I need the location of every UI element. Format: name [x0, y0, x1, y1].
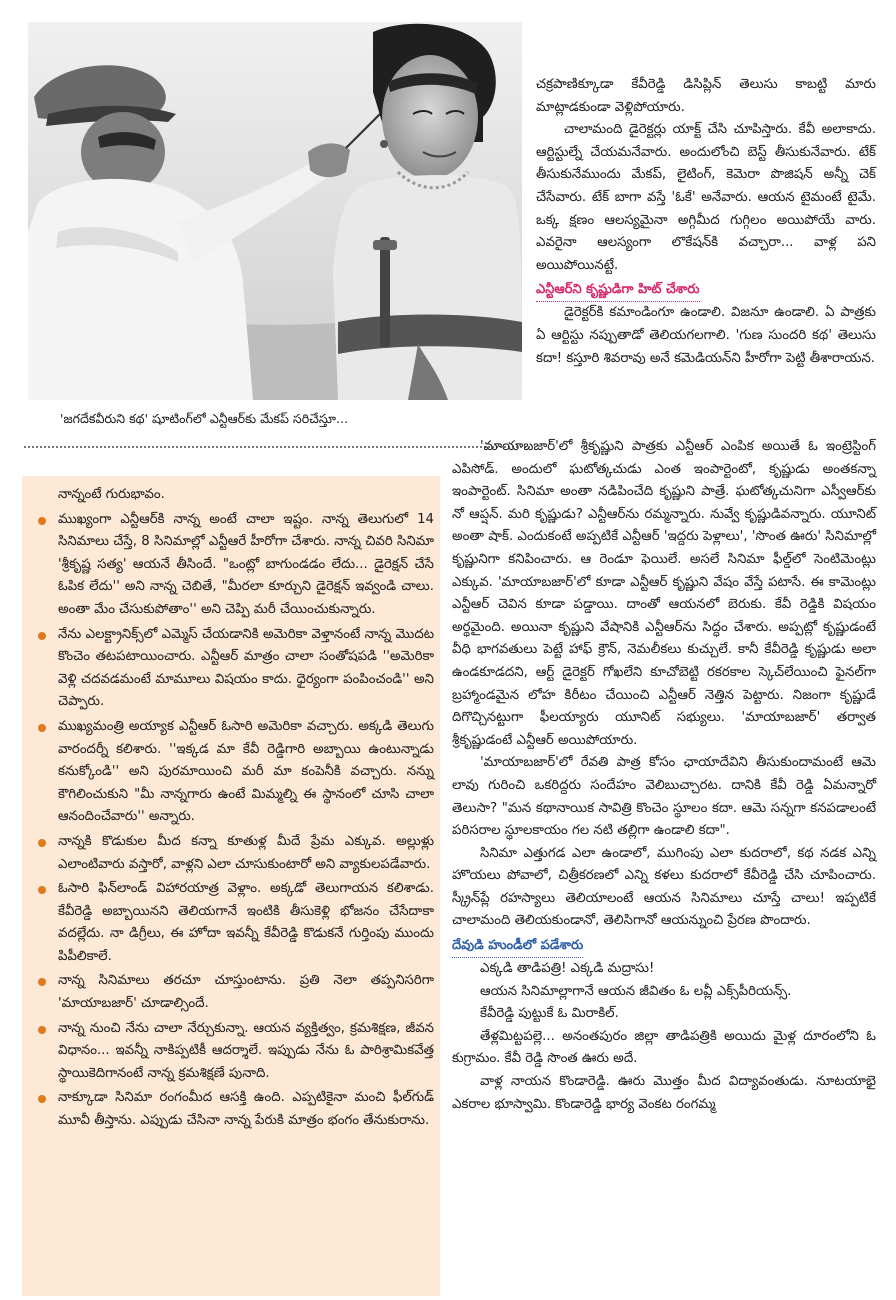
- section-heading: దేవుడి హుండీలో పడేశారు: [452, 935, 876, 958]
- photo-caption: 'జగదేకవీరుని కథ' షూటింగ్‌లో ఎన్టీఆర్‌కు మేకప్ సరిచేస్తూ...: [60, 411, 349, 426]
- sidebar-bullet: నేను ఎలక్ట్రానిక్స్‌లో ఎమ్మెస్ చేయడానికి అమెరికా వెళ్తానంటే నాన్న మొదట కొంచెం తటపటాయించారు. ఎన్టీఆర్ మాత్రం చాలా సంతోషపడి ''అమెరికా వెళ్లి చదవడమంటే మామూలు విషయం కాదు. ధైర్యంగా పంపించండి'' అని చెప్పారు.: [32, 624, 434, 714]
- bullet-icon: [38, 886, 46, 894]
- bullet-icon: [38, 1095, 46, 1103]
- section-heading: ఎన్టీఆర్‌ని కృష్ణుడిగా హిట్ చేశారు: [536, 279, 876, 302]
- sidebar-box: [22, 476, 440, 1296]
- sidebar-lead: నాన్నంటే గురుభావం.: [58, 487, 165, 502]
- paragraph: 'మాయాబజార్'లో శ్రీకృష్ణుని పాత్రకు ఎన్టీఆర్ ఎంపిక అయితే ఓ ఇంట్రెస్టింగ్ ఎపిసోడ్. అందులో ఘటోత్కచుడు ఎంత ఇంపార్టెంటో, కృష్ణుడు అంతకన్నా ఇంపార్టెంట్. సినిమా అంతా నడిపించేది కృష్ణుని పాత్రే. ఘటోత్కచునిగా ఎస్వీఆర్‌కు నో ఆప్షన్. మరి కృష్ణుడు? ఎన్టీఆర్‌ను రమ్మన్నారు. నువ్వే కృష్ణుడివన్నారు. యూనిట్ అంతా షాక్. ఎందుకంటే అప్పటికే ఎన్టీఆర్ 'ఇద్దరు పెళ్లాలు', 'సొంత ఊరు' సినిమాల్లో కృష్ణునిగా కనిపించారు. ఆ రెండూ ఫెయిలే. అసలే సినిమా ఫీల్డ్‌లో సెంటిమెంట్లు ఎక్కువ. 'మాయాబజార్'లో కూడా ఎన్టీఆర్ కృష్ణుని వేషం వేస్తే పటాసే. ఈ కామెంట్లు ఎన్టీఆర్ చెవిన కూడా పడ్డాయి. దాంతో ఆయనలో బెరుకు. కేవీ రెడ్డికి విషయం అర్థమైంది. అయినా కృష్ణుని వేషానికి ఎన్టీఆర్‌ను సిద్ధం చేశారు. అప్పట్లో కృష్ణుడంటే వీధి భాగవతులు పెట్టే హాఫ్ క్రౌన్, నెమలీకలు కుచ్చులే. కానీ కేవీరెడ్డి కృష్ణుడు అలా ఉండకూడదని, ఆర్ట్ డైరెక్టర్ గోఖలేని కూచోబెట్టి రకరకాల స్కెచ్‌లేయించి ఫైనల్‌గా బ్రహ్మాండమైన లోహ కిరీటం చేయించి ఎన్టీఆర్ నెత్తిన పెట్టారు. నిజంగా కృష్ణుడే దిగొచ్చినట్టుగా ఫీలయ్యారు యూనిట్ సభ్యులు. 'మాయాబజార్' తర్వాత శ్రీకృష్ణుడంటే ఎన్టీఆర్ అయిపోయారు.: [452, 439, 876, 748]
- paragraph: సినిమా ఎత్తుగడ ఎలా ఉండాలో, ముగింపు ఎలా కుదరాలో, కథ నడక ఎన్ని హొయలు పోవాలో, చిత్రీకరణలో ఎన్ని కళలు కుదరాలో కేవీరెడ్డి చేసి చూపించారు. స్క్రీన్‌ప్లే రహస్యాలు తెలియాలంటే ఆయన సినిమాలు చూస్తే చాలు! ఇప్పటికే చాలామంది తెలియకుండానో, తెలిసిగానో ఆయన్నుంచి ప్రేరణ పొందారు.: [452, 845, 876, 929]
- right-column-top: [536, 74, 876, 370]
- sidebar-bullet: ముఖ్యంగా ఎన్టీఆర్‌కి నాన్న అంటే చాలా ఇష్టం. నాన్న తెలుగులో 14 సినిమాలు చేస్తే, 8 సినిమాల్లో ఎన్టీఆరే హీరోగా చేశారు. నాన్న చివరి సినిమా 'శ్రీకృష్ణ సత్య' ఆయనే తీసిందే. "ఒంట్లో బాగుండడం లేదు... డైరెక్షన్ చేసే ఓపిక లేదు'' అని నాన్న చెబితే, "మీరలా కూర్చుని డైరెక్షన్ ఇవ్వండి చాలు. అంతా మేం చేసుకుపోతాం'' అని చెప్పి మరీ చేయించుకున్నారు.: [32, 509, 434, 622]
- paragraph: 'మాయాబజార్'లో రేవతి పాత్ర కోసం ఛాయాదేవిని తీసుకుందామంటే ఆమె లావు గురించి ఒకరిద్దరు సందేహం వెలిబుచ్చారట. దానికి కేవీ రెడ్డి ఏమన్నారో తెలుసా? "మన కథానాయిక సావిత్రి కొంచెం స్థూలం కదా. ఆమె సన్నగా కనపడాలంటే పరిసరాల స్థూలకాయం గల నటి తల్లిగా ఉండాలి కదా".: [452, 755, 876, 839]
- sidebar-bullet: నాక్కూడా సినిమా రంగంమీద ఆసక్తి ఉంది. ఎప్పటికైనా మంచి ఫీల్‌గుడ్ మూవీ తీస్తాను. ఎప్పుడు చేసినా నాన్న పేరుకి మాత్రం భంగం తేనుకురాను.: [32, 1087, 434, 1132]
- paragraph: చక్రపాణిక్కూడా కేవీరెడ్డి డిసిప్లిన్ తెలుసు కాబట్టి మారు మాట్లాడకుండా వెళ్లిపోయారు.: [536, 77, 876, 115]
- bullet-icon: [38, 978, 46, 986]
- bullet-icon: [38, 1026, 46, 1034]
- paragraph: కేవీరెడ్డి పుట్టుకే ఓ మిరాకిల్.: [480, 1006, 619, 1022]
- film-still-photo: [28, 22, 522, 400]
- sidebar-bullet: నాన్నకి కొడుకుల మీద కన్నా కూతుళ్ల మీదే ప్రేమ ఎక్కువ. అల్లుళ్లు ఎలాంటివారు వస్తారో, వాళ్లని ఎలా చూసుకుంటారో అని వ్యాకులపడేవారు.: [32, 831, 434, 876]
- bullet-icon: [38, 724, 46, 732]
- bullet-icon: [38, 632, 46, 640]
- paragraph: చాలామంది డైరెక్టర్లు యాక్ట్ చేసి చూపిస్తారు. కేవీ అలాకాదు. ఆర్టిస్టుల్నే చేయమనేవారు. అందులోంచి బెస్ట్ తీసుకునేవారు. టేక్ తీసుకునేముందు మేకప్, లైటింగ్, కెమెరా పొజిషన్ అన్నీ చెక్ చేసేవారు. టేక్ బాగా వస్తే 'ఓకే' అనేవారు. ఆయన టైమంటే టైమే. ఒక్క క్షణం ఆలస్యమైనా అగ్గిమీద గుగ్గిలం అయిపోయే వారు. ఎవరైనా ఆలస్యంగా లొకేషన్‌కి వచ్చారా... వాళ్ల పని అయిపోయినట్టే.: [536, 122, 876, 273]
- paragraph: తేళ్లమిట్టపల్లె... అనంతపురం జిల్లా తాడిపత్రికి అయిదు మైళ్ల దూరంలోని ఓ కుగ్రామం. కేవీ రెడ్డి సొంత ఊరు అదే.: [452, 1028, 876, 1067]
- sidebar-bullet: నాన్న సినిమాలు తరచూ చూస్తుంటాను. ప్రతి నెలా తప్పనిసరిగా 'మాయాబజార్' చూడాల్సిందే.: [32, 970, 434, 1015]
- paragraph: ఆయన సినిమాల్లాగానే ఆయన జీవితం ఓ లవ్లీ ఎక్స్‌పీరియన్స్.: [480, 983, 792, 999]
- sidebar-bullet: ముఖ్యమంత్రి అయ్యాక ఎన్టీఆర్ ఓసారి అమెరికా వచ్చారు. అక్కడి తెలుగు వారందర్నీ కలిశారు. ''ఇక్కడ మా కేవీ రెడ్డిగారి అబ్బాయి ఉంటున్నాడు కనుక్కోండి'' అని పురమాయించి మరీ మా కంపెనీకి వచ్చారు. నన్ను కౌగిలించుకుని "మీ నాన్నగారు ఉంటే మిమ్మల్ని ఈ స్థానంలో చూసి చాలా ఆనందించేవారు'' అన్నారు.: [32, 716, 434, 829]
- paragraph: ఎక్కడి తాడిపత్రి! ఎక్కడి మద్రాసు!: [480, 961, 655, 977]
- bullet-icon: [38, 517, 46, 525]
- paragraph: డైరెక్టర్‌కి కమాండింగూ ఉండాలి. విజనూ ఉండాలి. ఏ పాత్రకు ఏ ఆర్టిస్టు నప్పుతాడో తెలియగలగాలి. 'గుణ సుందరి కథ' తెలుసు కదా! కస్తూరి శివరావు అనే కమెడియన్‌ని హీరోగా పెట్టి తీశారాయన.: [536, 305, 876, 366]
- sidebar-bullet: ఓసారి ఫిన్‌లాండ్ విహారయాత్ర వెళ్లాం. అక్కడో తెలుగాయన కలిశాడు. కేవీరెడ్డి అబ్బాయినని తెలియగానే ఇంటికి తీసుకెళ్లి భోజనం చేసేదాకా వదల్లేదు. నా డిగ్రీలు, ఈ హోదా ఇవన్నీ కేవీరెడ్డి కొడుకనే గుర్తింపు ముందు పిపీలికాలే.: [32, 878, 434, 968]
- right-column-main: [452, 436, 876, 1116]
- bullet-icon: [38, 839, 46, 847]
- paragraph: వాళ్ల నాయన కొండారెడ్డి. ఊరు మొత్తం మీద విద్యావంతుడు. నూటయాభై ఎకరాల భూస్వామి. కొండారెడ్డి భార్య వెంకట రంగమ్మ: [452, 1074, 876, 1112]
- sidebar-bullet: నాన్న నుంచి నేను చాలా నేర్చుకున్నా. ఆయన వ్యక్తిత్వం, క్రమశిక్షణ, జీవన విధానం... ఇవన్నీ నాకిప్పటికీ ఆదర్శాలే. ఇప్పుడు నేను ఓ పారిశ్రామికవేత్త స్థాయికెదిగానంటే నాన్న క్రమశిక్షణే పునాది.: [32, 1018, 434, 1086]
